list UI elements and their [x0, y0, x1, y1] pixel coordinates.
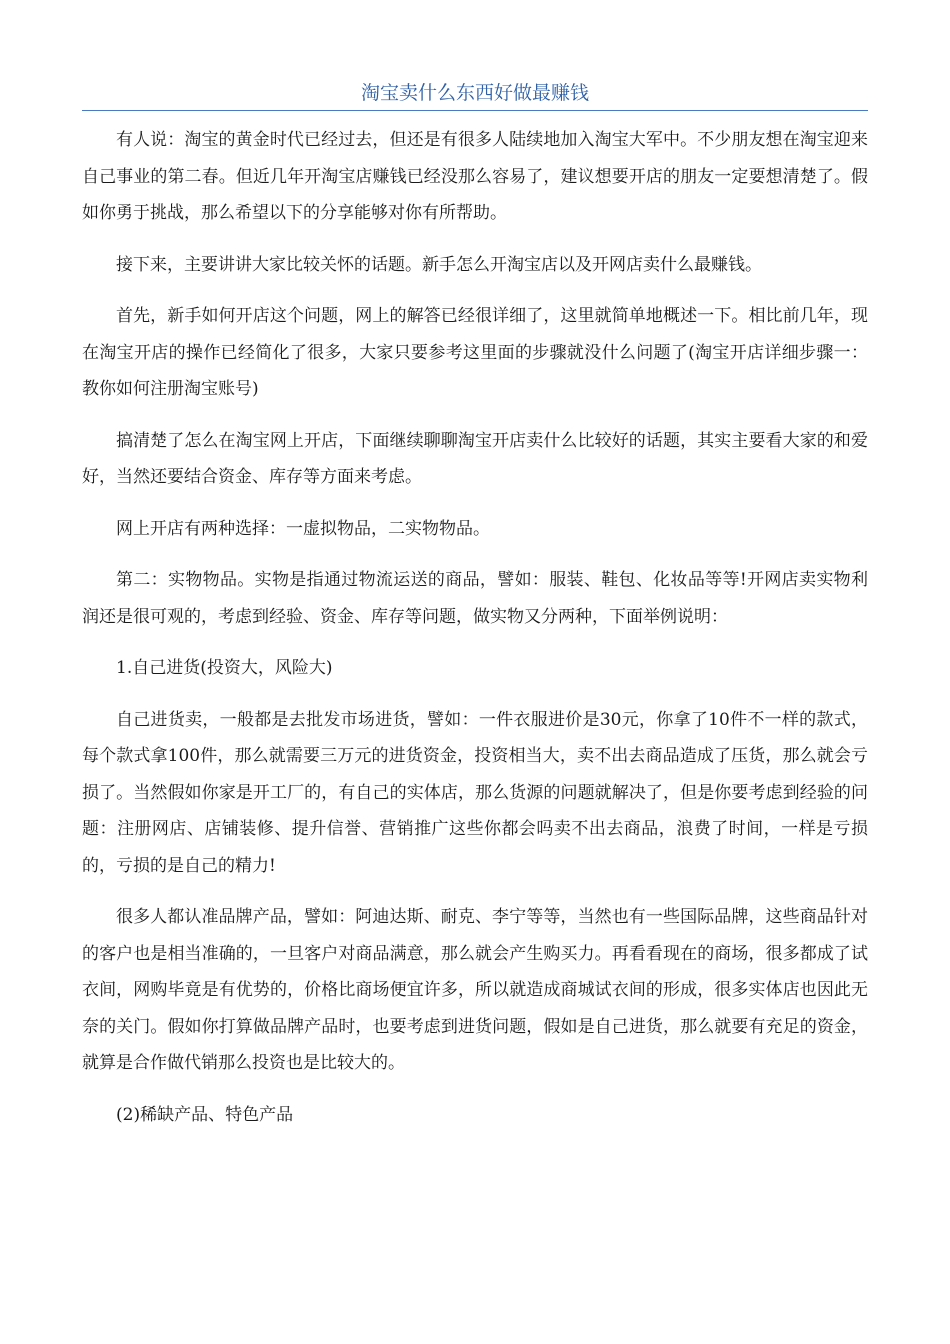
paragraph-physical-goods: 第二：实物物品。实物是指通过物流运送的商品，譬如：服装、鞋包、化妆品等等!开网店卖实物利润还是很可观的，考虑到经验、资金、库存等问题，做实物又分两种，下面举例说明： — [82, 570, 868, 627]
paragraph-two-choices: 网上开店有两种选择：一虚拟物品，二实物物品。 — [116, 518, 490, 539]
paragraph-how-to-open: 首先，新手如何开店这个问题，网上的解答已经很详细了，这里就简单地概述一下。相比前几年，现在淘宝开店的操作已经简化了很多，大家只要参考这里面的步骤就没什么问题了(淘宝开店详细步骤一：教你如何注册淘宝账号) — [82, 306, 868, 399]
document-page — [82, 78, 868, 1133]
document-title: 淘宝卖什么东西好做最赚钱 — [360, 82, 589, 104]
paragraph-brand-products: 很多人都认准品牌产品，譬如：阿迪达斯、耐克、李宁等等，当然也有一些国际品牌，这些商品针对的客户也是相当准确的，一旦客户对商品满意，那么就会产生购买力。再看看现在的商场，很多都成了试衣间，网购毕竟是有优势的，价格比商场便宜许多，所以就造成商城试衣间的形成，很多实体店也因此无奈的关门。假如你打算做品牌产品时，也要考虑到进货问题，假如是自己进货，那么就要有充足的资金，就算是合作做代销那么投资也是比较大的。 — [82, 907, 868, 1073]
paragraph-self-sourcing: 自己进货卖，一般都是去批发市场进货，譬如：一件衣服进价是30元，你拿了10件不一样的款式，每个款式拿100件，那么就需要三万元的进货资金，投资相当大，卖不出去商品造成了压货，那么就会亏损了。当然假如你家是开工厂的，有自己的实体店，那么货源的问题就解决了，但是你要考虑到经验的问题：注册网店、店铺装修、提升信誉、营销推广这些你都会吗卖不出去商品，浪费了时间，一样是亏损的，亏损的是自己的精力! — [82, 709, 868, 876]
paragraph-what-to-sell: 搞清楚了怎么在淘宝网上开店，下面继续聊聊淘宝开店卖什么比较好的话题，其实主要看大家的和爱好，当然还要结合资金、库存等方面来考虑。 — [82, 430, 868, 487]
paragraph-topic: 接下来，主要讲讲大家比较关怀的话题。新手怎么开淘宝店以及开网店卖什么最赚钱。 — [116, 254, 762, 275]
section-heading-rare-products: (2)稀缺产品、特色产品 — [116, 1104, 294, 1125]
section-heading-self-sourcing: 1.自己进货(投资大，风险大) — [116, 658, 333, 678]
title-underline — [82, 110, 868, 111]
paragraph-intro: 有人说：淘宝的黄金时代已经过去，但还是有很多人陆续地加入淘宝大军中。不少朋友想在淘宝迎来自己事业的第二春。但近几年开淘宝店赚钱已经没那么容易了，建议想要开店的朋友一定要想清楚了。假如你勇于挑战，那么希望以下的分享能够对你有所帮助。 — [82, 130, 868, 223]
